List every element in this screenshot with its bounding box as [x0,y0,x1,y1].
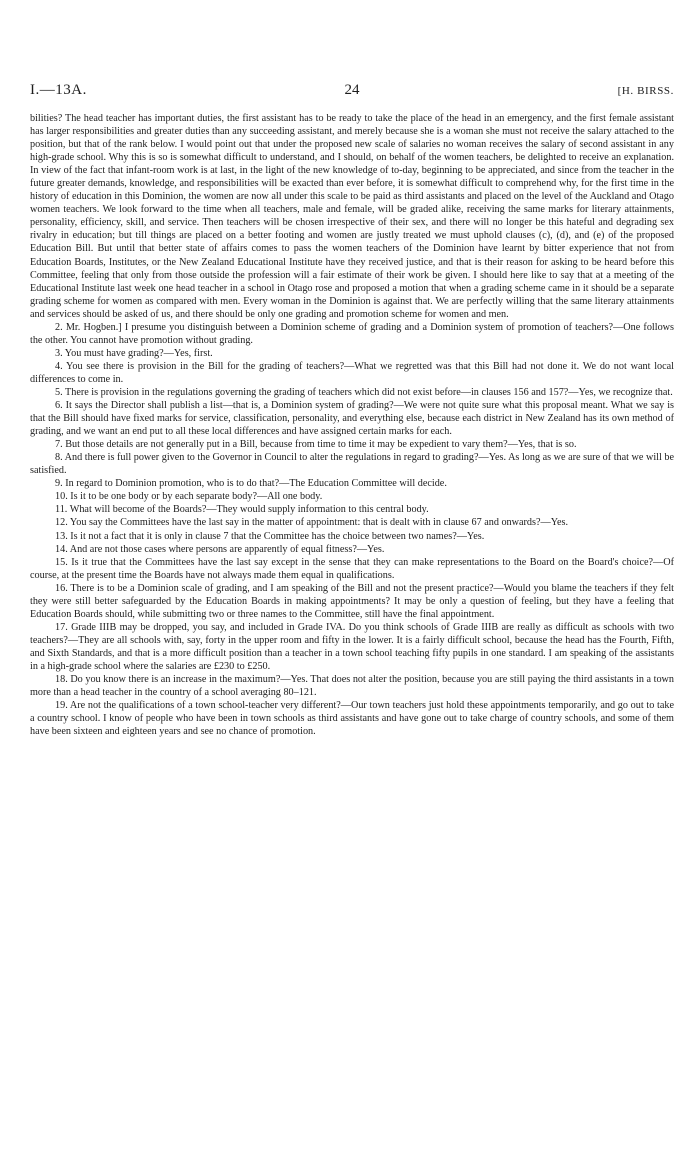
question-12: 12. You say the Committees have the last say in the matter of appointment: that is dealt with in clause 67 and onwards?—Yes. [55,517,569,529]
question-16: 16. There is to be a Dominion scale of grading, and I am speaking of the Bill and not the present practice?—Would you blame the teachers if they felt they were still better safeguarded by the Education Boards in making appointments? It may be only a question of feeling, but they have a feeling that Education Boards should, while submitting two or three names to the Committee, still have the final appointment. [30,582,674,620]
question-11: 11. What will become of the Boards?—They would supply information to this central body. [55,504,429,516]
witness-name: [H. BIRSS. [617,85,674,97]
question-17: 17. Grade IIIB may be dropped, you say, and included in Grade IVA. Do you think schools of Grade IIIB are really as difficult as schools with two teachers?—They are all schools with, say, forty in the upper room and fifty in the lower. It is a fairly difficult school, because the head has the Fourth, Fifth, and Sixth Standards, and that is a more difficult position than a teacher in a town school teaching fifty pupils in one standard. I am speaking of the assistants in a high-grade school where the salaries are £230 to £250. [30,621,674,672]
question-13: 13. Is it not a fact that it is only in clause 7 that the Committee has the choice between two names?—Yes. [55,530,485,542]
question-5: 5. There is provision in the regulations governing the grading of teachers which did not exist before—in clauses 156 and 157?—Yes, we recognize that. [55,386,673,398]
page-header [30,82,674,104]
question-14: 14. And are not those cases where persons are apparently of equal fitness?—Yes. [55,543,385,555]
evidence-text [30,112,674,738]
question-4: 4. You see there is provision in the Bill for the grading of teachers?—What we regretted was that this Bill had not done it. We do not want local differences to come in. [30,360,674,385]
question-10: 10. Is it to be one body or by each separate body?—All one body. [55,491,323,503]
question-8: 8. And there is full power given to the Governor in Council to alter the regulations in regard to grading?—Yes. As long as we are sure of that we will be satisfied. [30,452,674,477]
page-number: 24 [344,82,360,98]
question-6: 6. It says the Director shall publish a list—that is, a Dominion system of grading?—We were not quite sure what this proposal meant. What we say is that the Bill should have fixed marks for service, classification, personality, and everything else, because each district in New Zealand has its own method of grading, and we want an end put to all these local differences and have assigned certain marks for each. [30,400,674,438]
question-19: 19. Are not the qualifications of a town school-teacher very different?—Our town teachers just hold these appointments temporarily, and go out to take a country school. I know of people who have been in town schools as third assistants and have gone out to take charge of country schools, and some of them have been sixteen and eighteen years and see no chance of promotion. [30,700,674,738]
question-2: 2. Mr. Hogben.] I presume you distinguish between a Dominion scheme of grading and a Dominion system of promotion of teachers?—One follows the other. You cannot have promotion without grading. [30,321,674,346]
question-18: 18. Do you know there is an increase in the maximum?—Yes. That does not alter the position, because you are still paying the third assistants in a town more than a head teacher in the country of a school averaging 80–121. [30,674,674,699]
question-9: 9. In regard to Dominion promotion, who is to do that?—The Education Committee will decide. [55,478,447,490]
question-7: 7. But those details are not generally put in a Bill, because from time to time it may be expedient to vary them?—Yes, that is so. [55,439,577,451]
question-3: 3. You must have grading?—Yes, first. [55,347,213,359]
question-15: 15. Is it true that the Committees have the last say except in the sense that they can make representations to the Board on the Board's choice?—Of course, at the present time the Boards have not always made them equal in qualifications. [30,556,674,581]
document-reference: I.—13A. [30,82,87,98]
paragraph-continuation: bilities? The head teacher has important duties, the first assistant has to be ready to take the place of the head in an emergency, and the first female assistant has larger responsibilities and greater duties than any succeeding assistant, and merely because she is a woman she must not receive the salary attached to the position, but that of the rank below. I would point out that under the proposed new scale of salaries no woman receives the salary of second assistant in any high-grade school. Why this is so is somewhat difficult to understand, and I should, on behalf of the women teachers, be delighted to receive an explanation. In view of the fact that infant-room work is at last, in the light of the new knowledge of to-day, beginning to be appreciated, and since from the teacher in the future greater demands, knowledge, and responsibilities will be exacted than ever before, it is somewhat difficult to comprehend why, for the first time in the history of education in this Dominion, the women are now all under this scale to be paid as third assistants and placed on the level of the Auckland and Otago women teachers. We look forward to the time when all teachers, male and female, will be graded alike, receiving the same marks for literary attainments, personality, efficiency, skill, and service. Then teachers will be chosen irrespective of their sex, and there will no longer be this hateful and degrading sex rivalry in education; but till things are placed on a better footing and women are justly treated we must uphold clauses (c), (d), and (e) of the proposed Education Bill. But until that better state of affairs comes to pass the women teachers of the Dominion have learnt by bitter experience that not from Education Boards, Institutes, or the New Zealand Educational Institute have they received justice, and that is their reason for asking to be heard before this Committee, feeling that only from those outside the profession will a fair estimate of their work be given. I should here like to say that at a meeting of the Educational Institute last week one head teacher in a school in Otago rose and proposed a motion that when a grading scheme came in it should be a separate grading scheme for women as compared with men. Every woman in the Dominion is against that. We are perfectly willing that the same literary attainments and services should be asked of us, and there should be only one grading and promotion scheme for women and men. [30,113,674,320]
